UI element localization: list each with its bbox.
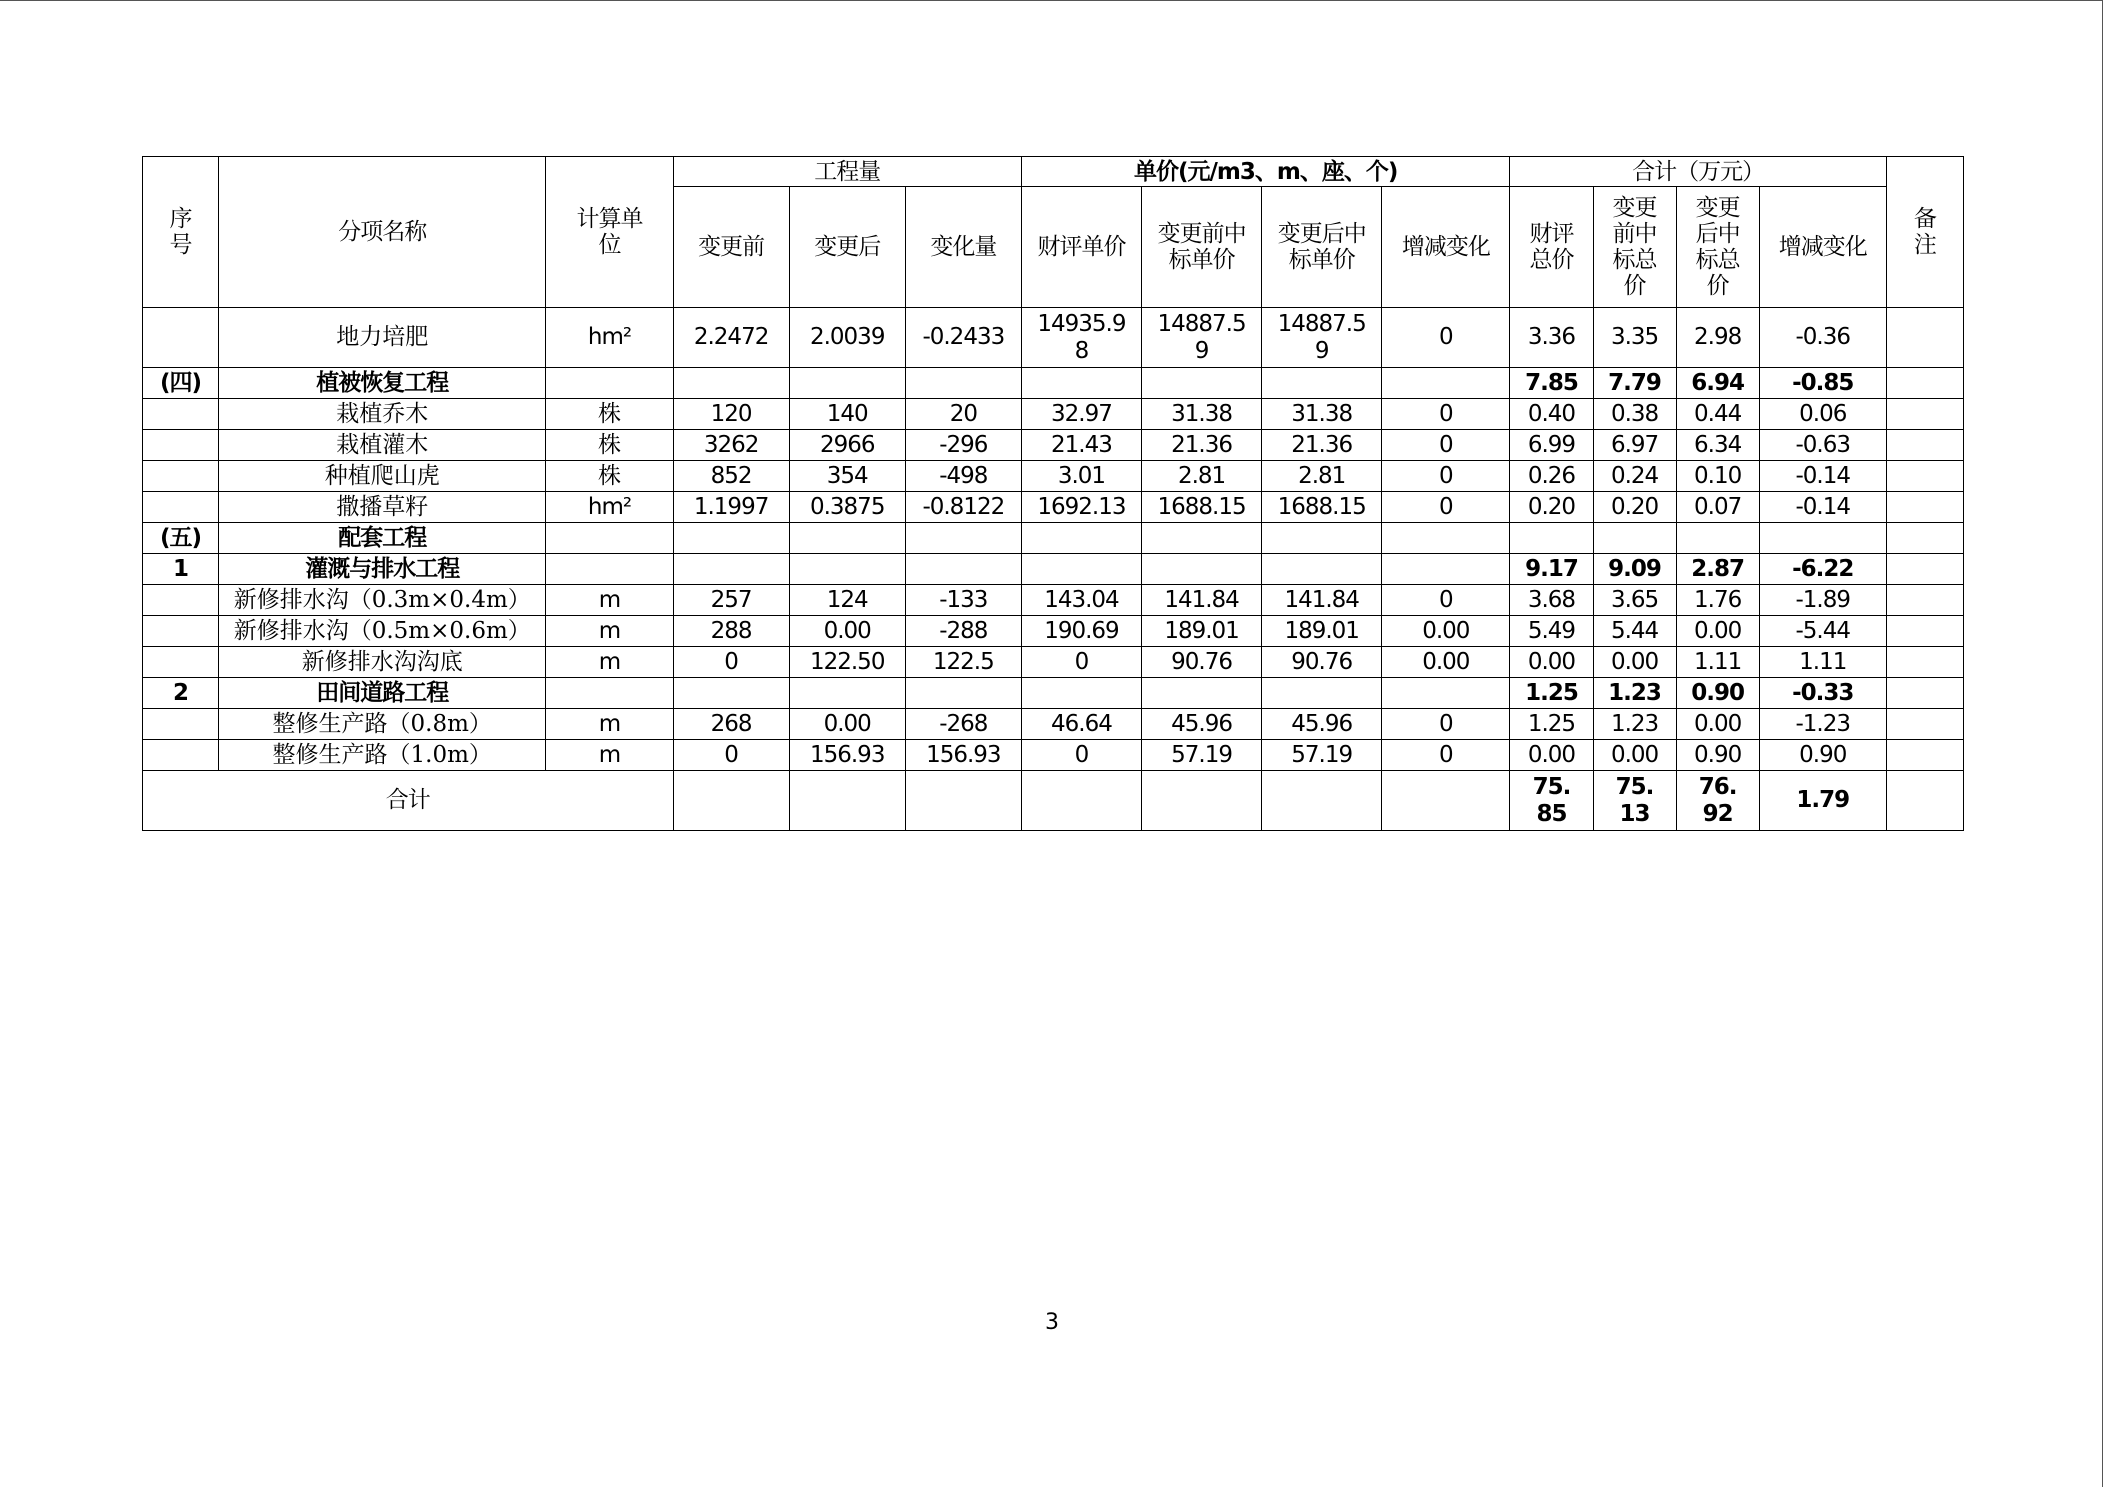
header-p-after: 变更后中标单价: [1262, 187, 1382, 308]
cell-p-change: 0: [1382, 430, 1510, 461]
cell-p-before: [1142, 678, 1262, 709]
cell-t-before: 0.24: [1593, 461, 1676, 492]
table-row: [143, 399, 1964, 430]
cell-t-change: -6.22: [1759, 554, 1886, 585]
total-empty-cell: [1021, 771, 1141, 831]
cell-unit: hm²: [546, 492, 673, 523]
cell-remark: [1886, 430, 1963, 461]
cell-t-review: 0.26: [1510, 461, 1593, 492]
cell-q-before: [673, 554, 789, 585]
cell-q-after: [789, 554, 905, 585]
cell-t-change: -1.89: [1759, 585, 1886, 616]
header-t-after: 变更后中标总价: [1676, 187, 1759, 308]
cell-seq: [143, 399, 219, 430]
cell-remark: [1886, 709, 1963, 740]
cell-p-after: [1262, 368, 1382, 399]
cell-p-change: 0.00: [1382, 616, 1510, 647]
cell-q-after: 124: [789, 585, 905, 616]
cell-name: 配套工程: [219, 523, 546, 554]
cell-t-after: 0.07: [1676, 492, 1759, 523]
cell-remark: [1886, 492, 1963, 523]
cell-t-review: 1.25: [1510, 678, 1593, 709]
cell-t-change: 0.06: [1759, 399, 1886, 430]
cell-t-after: 6.94: [1676, 368, 1759, 399]
page-number: 3: [1045, 1310, 1059, 1335]
cell-remark: [1886, 308, 1963, 368]
cell-p-change: 0: [1382, 461, 1510, 492]
cell-p-review: 0: [1021, 647, 1141, 678]
cell-seq: (四): [143, 368, 219, 399]
cell-q-before: 120: [673, 399, 789, 430]
cell-p-review: 143.04: [1021, 585, 1141, 616]
cell-q-before: 1.1997: [673, 492, 789, 523]
cell-p-change: 0: [1382, 308, 1510, 368]
cell-p-review: [1021, 523, 1141, 554]
total-empty-cell: [905, 771, 1021, 831]
cell-p-after: 141.84: [1262, 585, 1382, 616]
cell-t-change: -0.14: [1759, 461, 1886, 492]
cell-t-change: [1759, 523, 1886, 554]
cell-q-before: 852: [673, 461, 789, 492]
cell-q-after: 2966: [789, 430, 905, 461]
cell-p-before: 21.36: [1142, 430, 1262, 461]
cell-p-after: 1688.15: [1262, 492, 1382, 523]
cell-name: 植被恢复工程: [219, 368, 546, 399]
cell-p-before: 57.19: [1142, 740, 1262, 771]
cell-seq: [143, 585, 219, 616]
cell-name: 栽植灌木: [219, 430, 546, 461]
table-row: [143, 709, 1964, 740]
cell-p-change: 0: [1382, 740, 1510, 771]
cell-seq: (五): [143, 523, 219, 554]
cell-q-before: 0: [673, 740, 789, 771]
cell-name: 整修生产路（1.0m）: [219, 740, 546, 771]
cell-seq: [143, 740, 219, 771]
cell-p-review: 3.01: [1021, 461, 1141, 492]
table-row: [143, 585, 1964, 616]
cell-t-review: 0.00: [1510, 647, 1593, 678]
table-row: [143, 554, 1964, 585]
cell-p-before: [1142, 554, 1262, 585]
cell-unit: m: [546, 585, 673, 616]
cell-seq: [143, 647, 219, 678]
table-row: [143, 461, 1964, 492]
cell-p-after: 2.81: [1262, 461, 1382, 492]
cell-t-review: 1.25: [1510, 709, 1593, 740]
cell-q-after: 0.3875: [789, 492, 905, 523]
cell-t-before: 5.44: [1593, 616, 1676, 647]
cell-seq: [143, 461, 219, 492]
cell-unit: 株: [546, 461, 673, 492]
table-row: [143, 740, 1964, 771]
cell-seq: [143, 308, 219, 368]
cell-t-before: 3.65: [1593, 585, 1676, 616]
cell-p-change: 0.00: [1382, 647, 1510, 678]
header-unit: 计算单位: [546, 157, 673, 308]
cell-t-after: 1.11: [1676, 647, 1759, 678]
cell-t-after: 6.34: [1676, 430, 1759, 461]
cell-unit: [546, 554, 673, 585]
cell-p-review: 14935.98: [1021, 308, 1141, 368]
total-t-change: 1.79: [1759, 771, 1886, 831]
cell-t-review: 0.00: [1510, 740, 1593, 771]
cell-q-after: [789, 678, 905, 709]
total-empty-cell: [673, 771, 789, 831]
cell-t-after: 0.44: [1676, 399, 1759, 430]
cell-p-after: 14887.59: [1262, 308, 1382, 368]
cell-name: 新修排水沟（0.5m×0.6m）: [219, 616, 546, 647]
cell-t-before: 7.79: [1593, 368, 1676, 399]
cell-p-before: 45.96: [1142, 709, 1262, 740]
cell-p-change: 0: [1382, 399, 1510, 430]
cell-t-after: 0.00: [1676, 709, 1759, 740]
header-remark: 备注: [1886, 157, 1963, 308]
header-p-change: 增减变化: [1382, 187, 1510, 308]
cell-p-after: 45.96: [1262, 709, 1382, 740]
cell-t-change: 0.90: [1759, 740, 1886, 771]
cell-q-after: [789, 368, 905, 399]
cell-remark: [1886, 461, 1963, 492]
cell-remark: [1886, 368, 1963, 399]
cell-t-after: 0.90: [1676, 740, 1759, 771]
total-t-before: 75.13: [1593, 771, 1676, 831]
cell-p-before: 90.76: [1142, 647, 1262, 678]
cell-q-after: 2.0039: [789, 308, 905, 368]
cell-t-change: -0.36: [1759, 308, 1886, 368]
cell-t-before: 0.20: [1593, 492, 1676, 523]
cell-name: 田间道路工程: [219, 678, 546, 709]
header-price-group: 单价(元/m3、m、座、个): [1021, 157, 1510, 187]
table-row: [143, 492, 1964, 523]
cell-t-review: 0.40: [1510, 399, 1593, 430]
cell-t-review: 5.49: [1510, 616, 1593, 647]
table-row: [143, 678, 1964, 709]
cell-t-change: -0.33: [1759, 678, 1886, 709]
cell-q-change: -296: [905, 430, 1021, 461]
cell-q-after: 0.00: [789, 709, 905, 740]
cell-remark: [1886, 678, 1963, 709]
cell-t-after: 0.90: [1676, 678, 1759, 709]
cell-seq: [143, 492, 219, 523]
cell-t-before: [1593, 523, 1676, 554]
cell-t-before: 0.00: [1593, 740, 1676, 771]
header-total-group: 合计（万元）: [1510, 157, 1886, 187]
cell-t-change: -0.14: [1759, 492, 1886, 523]
cell-q-before: 2.2472: [673, 308, 789, 368]
header-p-before: 变更前中标单价: [1142, 187, 1262, 308]
cell-unit: 株: [546, 399, 673, 430]
cell-p-review: 190.69: [1021, 616, 1141, 647]
cell-name: 整修生产路（0.8m）: [219, 709, 546, 740]
cell-p-change: 0: [1382, 492, 1510, 523]
table-row: [143, 308, 1964, 368]
cell-p-before: 141.84: [1142, 585, 1262, 616]
header-name: 分项名称: [219, 157, 546, 308]
cell-p-before: 1688.15: [1142, 492, 1262, 523]
cell-t-before: 1.23: [1593, 709, 1676, 740]
cell-unit: m: [546, 740, 673, 771]
cell-t-review: 0.20: [1510, 492, 1593, 523]
cell-unit: m: [546, 709, 673, 740]
cell-p-after: 57.19: [1262, 740, 1382, 771]
cell-p-change: 0: [1382, 709, 1510, 740]
table-body: [143, 308, 1964, 831]
cell-p-change: 0: [1382, 585, 1510, 616]
cell-t-review: [1510, 523, 1593, 554]
cell-t-before: 3.35: [1593, 308, 1676, 368]
cell-seq: 2: [143, 678, 219, 709]
total-empty-cell: [1262, 771, 1382, 831]
cell-t-change: -0.63: [1759, 430, 1886, 461]
header-t-before: 变更前中标总价: [1593, 187, 1676, 308]
header-q-change: 变化量: [905, 187, 1021, 308]
cell-unit: m: [546, 616, 673, 647]
cell-name: 种植爬山虎: [219, 461, 546, 492]
cell-t-after: 0.10: [1676, 461, 1759, 492]
header-seq: 序号: [143, 157, 219, 308]
cell-p-review: 1692.13: [1021, 492, 1141, 523]
cell-t-change: -0.85: [1759, 368, 1886, 399]
cell-unit: hm²: [546, 308, 673, 368]
cell-p-review: 46.64: [1021, 709, 1141, 740]
header-q-before: 变更前: [673, 187, 789, 308]
cell-seq: 1: [143, 554, 219, 585]
cell-t-after: [1676, 523, 1759, 554]
cell-t-review: 9.17: [1510, 554, 1593, 585]
cell-q-after: 122.50: [789, 647, 905, 678]
cell-remark: [1886, 616, 1963, 647]
cell-p-review: 21.43: [1021, 430, 1141, 461]
cell-seq: [143, 616, 219, 647]
cell-q-before: 0: [673, 647, 789, 678]
cell-q-change: [905, 678, 1021, 709]
total-label: 合计: [143, 771, 674, 831]
header-quantity-group: 工程量: [673, 157, 1021, 187]
cell-q-before: 3262: [673, 430, 789, 461]
cell-unit: 株: [546, 430, 673, 461]
table-row: [143, 616, 1964, 647]
cell-q-before: 257: [673, 585, 789, 616]
cell-q-change: -133: [905, 585, 1021, 616]
cell-p-after: 90.76: [1262, 647, 1382, 678]
total-row: [143, 771, 1964, 831]
cell-p-before: 189.01: [1142, 616, 1262, 647]
header-p-review: 财评单价: [1021, 187, 1141, 308]
cell-p-change: [1382, 554, 1510, 585]
cell-t-before: 6.97: [1593, 430, 1676, 461]
cell-t-review: 7.85: [1510, 368, 1593, 399]
cell-remark: [1886, 647, 1963, 678]
cell-q-change: [905, 523, 1021, 554]
cell-p-review: [1021, 678, 1141, 709]
cell-t-after: 0.00: [1676, 616, 1759, 647]
table-row: [143, 523, 1964, 554]
cell-unit: [546, 678, 673, 709]
cell-name: 新修排水沟（0.3m×0.4m）: [219, 585, 546, 616]
cell-q-after: 354: [789, 461, 905, 492]
cell-q-change: 122.5: [905, 647, 1021, 678]
cell-q-after: [789, 523, 905, 554]
cell-t-review: 6.99: [1510, 430, 1593, 461]
table-row: [143, 368, 1964, 399]
cell-remark: [1886, 585, 1963, 616]
cell-p-change: [1382, 678, 1510, 709]
cell-q-change: -0.8122: [905, 492, 1021, 523]
cell-p-before: 2.81: [1142, 461, 1262, 492]
cell-q-change: -268: [905, 709, 1021, 740]
cell-remark: [1886, 554, 1963, 585]
cell-name: 撒播草籽: [219, 492, 546, 523]
cell-p-review: [1021, 368, 1141, 399]
cell-t-before: 9.09: [1593, 554, 1676, 585]
header-t-change: 增减变化: [1759, 187, 1886, 308]
cell-name: 灌溉与排水工程: [219, 554, 546, 585]
table-row: [143, 430, 1964, 461]
header-t-review: 财评总价: [1510, 187, 1593, 308]
cell-p-before: [1142, 368, 1262, 399]
cell-q-before: [673, 678, 789, 709]
cell-p-review: 0: [1021, 740, 1141, 771]
cell-q-after: 0.00: [789, 616, 905, 647]
cost-change-table: [142, 156, 1964, 831]
cell-q-change: -0.2433: [905, 308, 1021, 368]
cell-p-after: 31.38: [1262, 399, 1382, 430]
cell-p-after: [1262, 523, 1382, 554]
table-header: [143, 157, 1964, 308]
cell-remark: [1886, 523, 1963, 554]
cell-p-after: [1262, 678, 1382, 709]
cell-q-after: 140: [789, 399, 905, 430]
cell-p-change: [1382, 523, 1510, 554]
cell-q-change: [905, 368, 1021, 399]
total-t-review: 75.85: [1510, 771, 1593, 831]
cell-name: 地力培肥: [219, 308, 546, 368]
cell-p-before: 14887.59: [1142, 308, 1262, 368]
cell-q-change: 20: [905, 399, 1021, 430]
cell-p-change: [1382, 368, 1510, 399]
cell-t-before: 1.23: [1593, 678, 1676, 709]
total-t-after: 76.92: [1676, 771, 1759, 831]
cell-unit: m: [546, 647, 673, 678]
total-empty-cell: [789, 771, 905, 831]
cell-unit: [546, 523, 673, 554]
cell-q-change: [905, 554, 1021, 585]
cell-t-change: -1.23: [1759, 709, 1886, 740]
total-empty-cell: [1142, 771, 1262, 831]
cell-p-after: [1262, 554, 1382, 585]
cell-t-before: 0.00: [1593, 647, 1676, 678]
cell-q-before: 268: [673, 709, 789, 740]
cell-q-change: -498: [905, 461, 1021, 492]
cell-q-before: [673, 368, 789, 399]
cell-seq: [143, 709, 219, 740]
cell-q-after: 156.93: [789, 740, 905, 771]
cell-remark: [1886, 740, 1963, 771]
cell-t-change: 1.11: [1759, 647, 1886, 678]
table-row: [143, 647, 1964, 678]
cell-p-after: 189.01: [1262, 616, 1382, 647]
cell-p-review: 32.97: [1021, 399, 1141, 430]
cell-q-change: 156.93: [905, 740, 1021, 771]
cell-p-after: 21.36: [1262, 430, 1382, 461]
cell-t-after: 1.76: [1676, 585, 1759, 616]
cell-q-before: [673, 523, 789, 554]
cell-t-after: 2.87: [1676, 554, 1759, 585]
cell-t-change: -5.44: [1759, 616, 1886, 647]
cell-p-before: [1142, 523, 1262, 554]
cell-t-before: 0.38: [1593, 399, 1676, 430]
cell-p-before: 31.38: [1142, 399, 1262, 430]
cell-t-review: 3.68: [1510, 585, 1593, 616]
cell-remark: [1886, 399, 1963, 430]
cell-t-after: 2.98: [1676, 308, 1759, 368]
cell-p-review: [1021, 554, 1141, 585]
total-remark: [1886, 771, 1963, 831]
cell-name: 新修排水沟沟底: [219, 647, 546, 678]
cell-q-change: -288: [905, 616, 1021, 647]
total-empty-cell: [1382, 771, 1510, 831]
cell-name: 栽植乔木: [219, 399, 546, 430]
cell-seq: [143, 430, 219, 461]
cell-t-review: 3.36: [1510, 308, 1593, 368]
cell-q-before: 288: [673, 616, 789, 647]
header-q-after: 变更后: [789, 187, 905, 308]
cell-unit: [546, 368, 673, 399]
